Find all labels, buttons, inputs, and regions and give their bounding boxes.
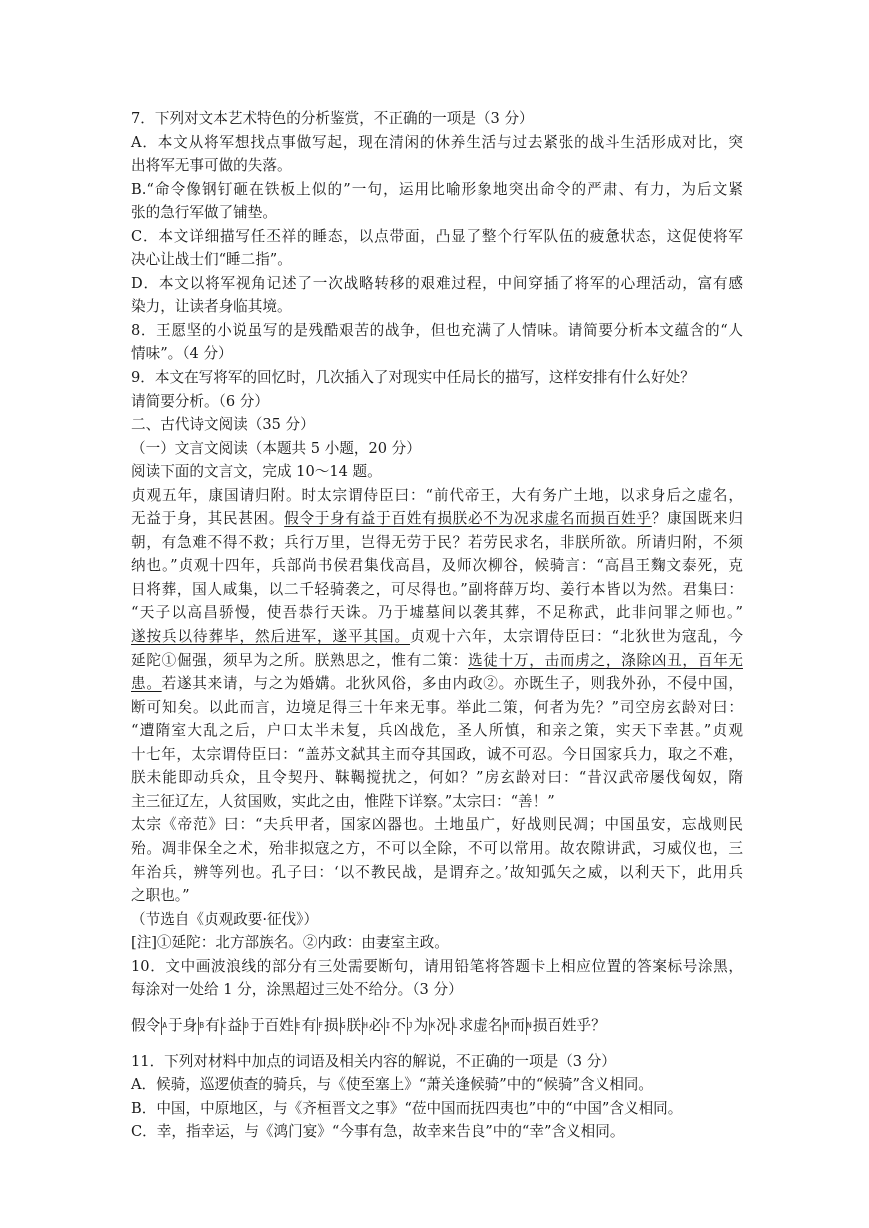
question-stem-cont: 请简要分析。（6 分）: [131, 392, 269, 410]
question-stem-cont: 情味”。（4 分）: [131, 345, 233, 363]
question-10: [131, 955, 743, 1050]
split-text: 益: [227, 1016, 243, 1034]
passage-text: 若遂其来请，与之为婚媾。北狄风俗，多由内政②。亦既生子，则我外孙，不侵中国，: [161, 675, 743, 693]
question-stem: 7．下列对文本艺术特色的分析鉴赏，不正确的一项是（3 分）: [131, 110, 534, 127]
passage-line: [131, 649, 743, 673]
passage-note: [注]①延陀：北方部族名。②内政：由妻室主政。: [131, 934, 449, 952]
split-mark-a[interactable]: A: [161, 1017, 168, 1035]
option-b: B．中国，中原地区，与《齐桓晋文之事》“莅中国而抚四夷也”中的“中国”含义相同。: [131, 1099, 683, 1117]
passage-line: 主三征辽左，人贫国败，实此之由，惟陛下详察。”太宗曰：“善！”: [131, 792, 555, 810]
option-b: B.“命令像钢钉砸在铁板上似的”一句，运用比喻形象地突出命令的严肃、有力，为后文紧: [131, 180, 743, 198]
classical-passage: [131, 484, 743, 955]
passage-line: [131, 507, 743, 531]
split-mark-k[interactable]: K: [429, 1017, 436, 1035]
option-b-cont: 张的急行军做了铺垫。: [131, 204, 277, 222]
option-a: A．本文从将军想找点事做写起，现在清闲的休养生活与过去紧张的战斗生活形成对比，突: [131, 133, 743, 151]
split-text: 有: [205, 1016, 220, 1034]
option-a: A．候骑，巡逻侦查的骑兵，与《使至塞上》“萧关逢候骑”中的“候骑”含义相同。: [131, 1076, 653, 1094]
question-8: [131, 319, 743, 366]
split-text: 于身: [168, 1016, 198, 1034]
split-mark-l[interactable]: L: [452, 1017, 459, 1035]
passage-line: “天子以高昌骄慢，使吾恭行天诛。乃于墟墓间以袭其葬，不足称武，此非问罪之师也。”: [131, 604, 743, 622]
split-text: 损: [324, 1016, 339, 1034]
split-mark-e[interactable]: E: [295, 1017, 302, 1035]
passage-line: 之职也。”: [131, 887, 190, 905]
sentence-split-options: [131, 1010, 743, 1042]
option-c: C．本文详细描写任丕祥的睡态，以点带面，凸显了整个行军队伍的疲惫状态，这促使将军: [131, 227, 743, 245]
passage-line: 年治兵，辨等列也。孔子曰：‘以不教民战，是谓弃之。’故知弧矢之威，以利天下，此用兵: [131, 863, 743, 881]
split-mark-d[interactable]: D: [243, 1017, 250, 1035]
passage-text: 无益于身，其民甚困。: [131, 510, 285, 528]
wavy-underlined-text: 假令于身有益于百姓有损朕必不为况求虚名而损百姓乎: [284, 510, 652, 528]
underlined-text: 患。: [131, 675, 162, 693]
split-text: 为: [413, 1016, 429, 1034]
passage-line: 朝，有急难不得不救；兵行万里，岂得无劳于民？若劳民求名，非朕所欲。所请归附，不须: [131, 533, 743, 551]
split-mark-g[interactable]: G: [340, 1017, 347, 1035]
question-stem: 10．文中画波浪线的部分有三处需要断句，请用铅笔将答题卡上相应位置的答案标号涂黑，: [131, 957, 743, 975]
question-stem: 8．王愿坚的小说虽写的是残酷艰苦的战争，但也充满了人情味。请简要分析本文蕴含的“人: [131, 321, 743, 339]
split-mark-c[interactable]: C: [221, 1017, 228, 1035]
split-text: 假令: [131, 1016, 161, 1034]
split-text: 损百姓乎？: [532, 1016, 606, 1034]
split-mark-b[interactable]: B: [198, 1017, 205, 1035]
passage-text: 贞观十六年，太宗谓侍臣曰：“北狄世为寇乱，今: [410, 628, 743, 646]
passage-line: 太宗《帝范》曰：“夫兵甲者，国家凶器也。土地虽广，好战则民凋；中国虽安，忘战则民: [131, 816, 743, 834]
question-stem: 9．本文在写将军的回忆时，几次插入了对现实中任局长的描写，这样安排有什么好处？: [131, 369, 695, 387]
passage-line: 断可知矣。以此而言，边境足得三十年来无事。举此二策，何者为先？”司空房玄龄对曰：: [131, 698, 743, 716]
passage-line: 日将葬，国人咸集，以二千轻骑袭之，可尽得也。”副将薛万均、姜行本皆以为然。君集曰：: [131, 580, 743, 598]
split-mark-i[interactable]: I: [384, 1017, 391, 1035]
split-text: 求虚名: [458, 1016, 503, 1034]
split-text: 有: [301, 1016, 317, 1034]
page-content: [131, 107, 743, 1144]
passage-line: “遭隋室大乱之后，户口太半未复，兵凶战危，圣人所慎，和亲之策，实天下幸甚。”贞观: [131, 722, 743, 740]
question-stem: 11．下列对材料中加点的词语及相关内容的解说，不正确的一项是（3 分）: [131, 1052, 616, 1070]
split-text: 必: [368, 1016, 384, 1034]
split-mark-j[interactable]: J: [407, 1017, 414, 1035]
split-text: 不: [391, 1016, 406, 1034]
question-9: [131, 366, 743, 413]
split-text: 况: [436, 1016, 451, 1034]
subsection-title: （一）文言文阅读（本题共 5 小题，20 分）: [131, 439, 421, 457]
passage-source: （节选自《贞观政要·征伐》）: [131, 910, 319, 928]
question-11: [131, 1050, 743, 1144]
section-title: 二、古代诗文阅读（35 分）: [131, 416, 315, 434]
passage-line: 殆。凋非保全之术，殆非拟寇之方，不可以全除，不可以常用。故农隙讲武，习威仪也，三: [131, 839, 743, 857]
split-text: 于百姓: [249, 1016, 294, 1034]
split-text: 而: [510, 1016, 525, 1034]
option-c: C．幸，指幸运，与《鸿门宴》“今事有急，故幸来告良”中的“幸”含义相同。: [131, 1123, 625, 1141]
underlined-text: 遂按兵以待葬毕，然后进军，遂平其国。: [131, 628, 411, 646]
passage-line: 朕未能即动兵众，且令契丹、靺鞨搅扰之，何如？”房玄龄对曰：“昔汉武帝屡伐匈奴，隋: [131, 769, 743, 787]
passage-line: 贞观五年，康国请归附。时太宗谓侍臣曰：“前代帝王，大有务广土地，以求身后之虚名，: [131, 486, 743, 504]
split-mark-n[interactable]: N: [526, 1017, 533, 1035]
question-stem-cont: 每涂对一处给 1 分，涂黑超过三处不给分。（3 分）: [131, 981, 463, 999]
option-a-cont: 出将军无事可做的失落。: [131, 157, 292, 175]
split-mark-f[interactable]: F: [317, 1017, 324, 1035]
spacer: [131, 1002, 743, 1010]
passage-line: [131, 672, 743, 696]
passage-text: ？康国既来归: [651, 510, 743, 528]
split-text: 朕: [346, 1016, 362, 1034]
passage-line: 纳也。”贞观十四年，兵部尚书侯君集伐高昌，及师次柳谷，候骑言：“高昌王麴文泰死，克: [131, 557, 743, 575]
underlined-text: 选徒十万，击而虏之，涤除凶丑，百年无: [467, 651, 743, 669]
option-d-cont: 染力，让读者身临其境。: [131, 298, 292, 316]
split-mark-h[interactable]: H: [362, 1017, 369, 1035]
question-7: [131, 107, 743, 319]
passage-line: [131, 625, 743, 649]
passage-text: 延陀①倔强，须早为之所。朕熟思之，惟有二策：: [131, 651, 468, 669]
option-c-cont: 决心让战士们“睡二指”。: [131, 251, 292, 269]
reading-instruction: 阅读下面的文言文，完成 10～14 题。: [131, 463, 382, 481]
spacer: [131, 1042, 743, 1050]
option-d: D．本文以将军视角记述了一次战略转移的艰难过程，中间穿插了将军的心理活动，富有感: [131, 274, 743, 292]
split-mark-m[interactable]: M: [503, 1017, 510, 1035]
passage-line: 十七年，太宗谓侍臣曰：“盖苏文弑其主而夺其国政，诚不可忍。今日国家兵力，取之不难，: [131, 745, 743, 763]
